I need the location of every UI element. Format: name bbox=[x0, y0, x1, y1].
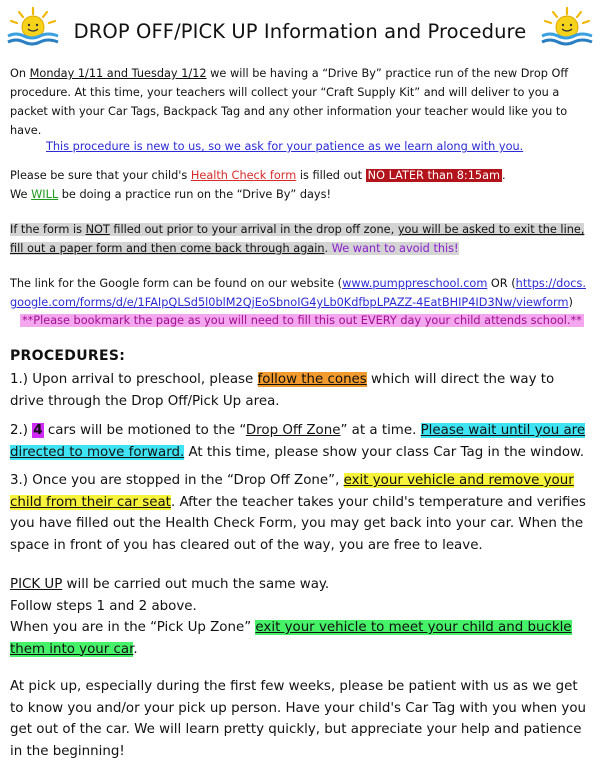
pickup-text: When you are in the “Pick Up Zone” bbox=[10, 620, 256, 635]
exit-vehicle-highlight: exit your vehicle and remove your child from their car seat bbox=[10, 473, 574, 510]
step-text: . After the teacher takes your child's temperature and verifies you have filled out the Health Check Form, you may get back into your car. When the space in front of you has cleared out of the way, you are free to leave. bbox=[10, 494, 586, 553]
deadline-highlight: NO LATER than 8:15am bbox=[367, 169, 501, 182]
step-text: which will direct the way to drive through the Drop Off/Pick Up area. bbox=[10, 372, 555, 409]
google-form-link[interactable]: https://docs.google.com/forms/d/e/1FAIpQLSd5l0blM2QjEoSbnoIG4yLb0KdfbpLPAZZ-4EatBHIP4ID3Nw/viewform bbox=[10, 277, 586, 309]
intro-text: we will be having a “Drive By” practice run of the new Drop Off procedure. At this time, your teachers will collect your “Craft Supply Kit” and will deliver to you a packet with your Car Tags, Backpack Tag and any other information your teacher would like you to have. bbox=[10, 67, 569, 137]
pickup-text: will be carried out much the same way. bbox=[62, 577, 330, 592]
intro-paragraph bbox=[10, 64, 592, 140]
warning-paragraph bbox=[10, 220, 592, 258]
car-count-highlight: 4 bbox=[33, 423, 43, 438]
website-link[interactable]: www.pumppreschool.com bbox=[342, 277, 488, 290]
procedure-step-3 bbox=[10, 470, 592, 556]
buckle-highlight: exit your vehicle to meet your child and buckle them into your car bbox=[10, 620, 572, 657]
patience-note: This procedure is new to us, so we ask for your patience as we learn along with you. bbox=[46, 140, 524, 153]
closing-paragraph: At pick up, especially during the first few weeks, please be patient with us as we get to know you and/or your pick up person. Have your child's Car Tag with you when you get out of the car. We will learn pretty quickly, but appreciate your help and patience in the beginning! bbox=[10, 679, 587, 759]
pickup-section bbox=[10, 574, 592, 660]
procedures-heading: PROCEDURES: bbox=[10, 348, 126, 364]
health-text: be doing a practice run on the “Drive By” days! bbox=[58, 188, 332, 201]
bookmark-highlight: **Please bookmark the page as you will need to fill this out EVERY day your child attends school.** bbox=[22, 314, 582, 327]
google-form-paragraph bbox=[10, 274, 592, 312]
follow-cones-highlight: follow the cones bbox=[257, 372, 367, 387]
warning-text: If the form is bbox=[10, 223, 86, 236]
intro-text: On bbox=[10, 67, 30, 80]
pickup-text: Follow steps 1 and 2 above. bbox=[10, 598, 197, 614]
step-text: 3.) Once you are stopped in the “Drop Off Zone”, bbox=[10, 473, 344, 488]
avoid-this-text: We want to avoid this! bbox=[331, 242, 459, 255]
procedure-step-1 bbox=[10, 369, 592, 412]
warning-text: filled out prior to your arrival in the drop off zone, bbox=[109, 223, 398, 236]
health-check-paragraph bbox=[10, 166, 592, 204]
intro-note bbox=[46, 137, 596, 156]
not-emphasis: NOT bbox=[85, 223, 110, 236]
step-text: 2.) bbox=[10, 423, 33, 438]
link-text: ) bbox=[568, 296, 573, 309]
will-emphasis: WILL bbox=[31, 188, 59, 201]
health-text: . bbox=[502, 169, 506, 182]
health-text: We bbox=[10, 188, 32, 201]
drop-off-zone-text: Drop Off Zone bbox=[245, 423, 341, 438]
bookmark-note bbox=[20, 311, 590, 330]
step-text: ” at a time. bbox=[340, 423, 421, 438]
pickup-label: PICK UP bbox=[10, 577, 63, 592]
warning-consequence: you will be asked to exit the line, fill out a paper form and then come back through again bbox=[10, 223, 585, 255]
practice-dates: Monday 1/11 and Tuesday 1/12 bbox=[29, 67, 207, 80]
health-check-form-link[interactable]: Health Check form bbox=[190, 169, 297, 182]
step-text: cars will be motioned to the “ bbox=[43, 423, 246, 438]
wait-highlight: Please wait until you are directed to move forward. bbox=[10, 423, 586, 460]
link-text: OR ( bbox=[487, 277, 516, 290]
page-title: DROP OFF/PICK UP Information and Procedure bbox=[73, 20, 527, 43]
warning-text: . bbox=[324, 242, 332, 255]
link-text: The link for the Google form can be found on our website ( bbox=[10, 277, 343, 290]
health-text: Please be sure that your child's bbox=[10, 169, 191, 182]
health-text: is filled out bbox=[296, 169, 366, 182]
pickup-text: . bbox=[133, 641, 138, 657]
procedure-step-2 bbox=[10, 420, 592, 463]
step-text: 1.) Upon arrival to preschool, please bbox=[10, 372, 258, 387]
step-text: At this time, please show your class Car Tag in the window. bbox=[184, 444, 585, 460]
